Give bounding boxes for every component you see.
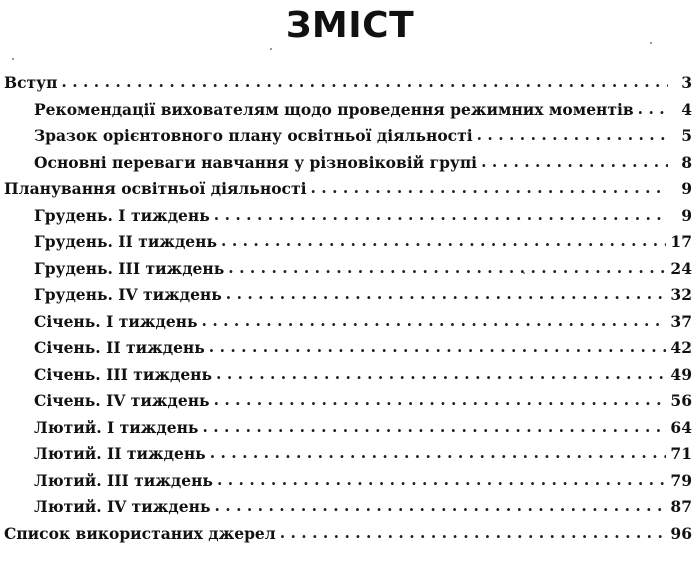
toc-subsection-entry: [0, 415, 700, 441]
scan-speck: [650, 42, 652, 44]
dot-leader: [61, 69, 668, 95]
toc-subsection-entry: [0, 441, 700, 467]
toc-entry-label: Грудень. ІІ тиждень: [34, 232, 218, 251]
dot-leader: [221, 228, 666, 254]
toc-entry-label: Грудень. І тиждень: [34, 205, 210, 225]
toc-entry-label: Список використаних джерел: [4, 523, 276, 543]
toc-page-number: 9: [681, 179, 692, 198]
toc-entry-label: Лютий. IV тиждень: [34, 497, 211, 516]
scan-speck: [270, 48, 272, 50]
toc-subsection-entry: [0, 256, 700, 282]
dot-leader: [202, 414, 666, 440]
dot-leader: [214, 387, 667, 413]
toc-entry-label: Зразок орієнтовного плану освітньої діяльності: [34, 126, 473, 145]
toc-page-number: 24: [670, 258, 692, 278]
toc-entry-label: Лютий. ІІІ тиждень: [34, 470, 213, 490]
toc-page-number: 5: [681, 126, 692, 145]
toc-entry-label: Грудень. ІІІ тиждень: [34, 258, 225, 278]
toc-page-number: 64: [670, 417, 692, 437]
toc-entry-label: Лютий. ІІ тиждень: [34, 444, 206, 463]
toc-entry-label: Вступ: [4, 73, 58, 92]
toc-entry-label: Січень. ІІІ тиждень: [34, 364, 213, 384]
dot-leader: [210, 440, 667, 466]
toc-page-number: 42: [670, 338, 692, 357]
dot-leader: [228, 255, 666, 281]
toc-section-entry: [0, 70, 700, 96]
toc-subsection-entry: [0, 203, 700, 229]
scan-speck: [12, 58, 14, 60]
toc-subsection-entry: [0, 282, 700, 308]
toc-page-number: 96: [670, 523, 692, 543]
toc-entry-label: Січень. І тиждень: [34, 311, 198, 331]
dot-leader: [214, 493, 666, 519]
toc-page-number: 37: [670, 311, 692, 331]
toc-entry-label: Рекомендації вихователям щодо проведення режимних моментів: [34, 99, 634, 119]
toc-subsection-entry: [0, 309, 700, 335]
page-title: ЗМІСТ: [285, 5, 415, 46]
toc-subsection-entry: [0, 468, 700, 494]
toc-entry-label: Планування освітньої діяльності: [4, 179, 307, 198]
dot-leader: [226, 281, 667, 307]
toc-page-number: 17: [670, 232, 692, 251]
dot-leader: [638, 96, 668, 122]
toc-subsection-entry: [0, 362, 700, 388]
dot-leader: [280, 520, 667, 546]
dot-leader: [311, 175, 669, 201]
dot-leader: [202, 308, 667, 334]
toc-entry-label: Грудень. IV тиждень: [34, 285, 222, 304]
toc-subsection-entry: [0, 97, 700, 123]
toc-entry-label: Основні переваги навчання у різновіковій групі: [34, 152, 478, 172]
scan-speck: [523, 272, 525, 274]
toc-page-number: 4: [681, 99, 692, 119]
toc-page-number: 49: [670, 364, 692, 384]
toc-subsection-entry: [0, 388, 700, 414]
toc-page-number: 32: [670, 285, 692, 304]
dot-leader: [477, 122, 668, 148]
dot-leader: [209, 334, 667, 360]
toc-page-number: 3: [681, 73, 692, 92]
dot-leader: [481, 149, 668, 175]
toc-entry-label: Січень. ІІ тиждень: [34, 338, 205, 357]
toc-section-entry: [0, 176, 700, 202]
dot-leader: [217, 467, 666, 493]
toc-page-number: 71: [670, 444, 692, 463]
toc-page-number: 56: [670, 391, 692, 410]
dot-leader: [216, 361, 666, 387]
toc-entry-label: Січень. IV тиждень: [34, 391, 210, 410]
toc-page-number: 87: [670, 497, 692, 516]
toc-subsection-entry: [0, 150, 700, 176]
toc-subsection-entry: [0, 123, 700, 149]
dot-leader: [214, 202, 668, 228]
toc-page-number: 8: [681, 152, 692, 172]
toc-page-number: 9: [681, 205, 692, 225]
toc-subsection-entry: [0, 229, 700, 255]
toc-subsection-entry: [0, 494, 700, 520]
toc-entry-label: Лютий. І тиждень: [34, 417, 199, 437]
toc-subsection-entry: [0, 335, 700, 361]
toc-section-entry: [0, 521, 700, 547]
toc-page-number: 79: [670, 470, 692, 490]
